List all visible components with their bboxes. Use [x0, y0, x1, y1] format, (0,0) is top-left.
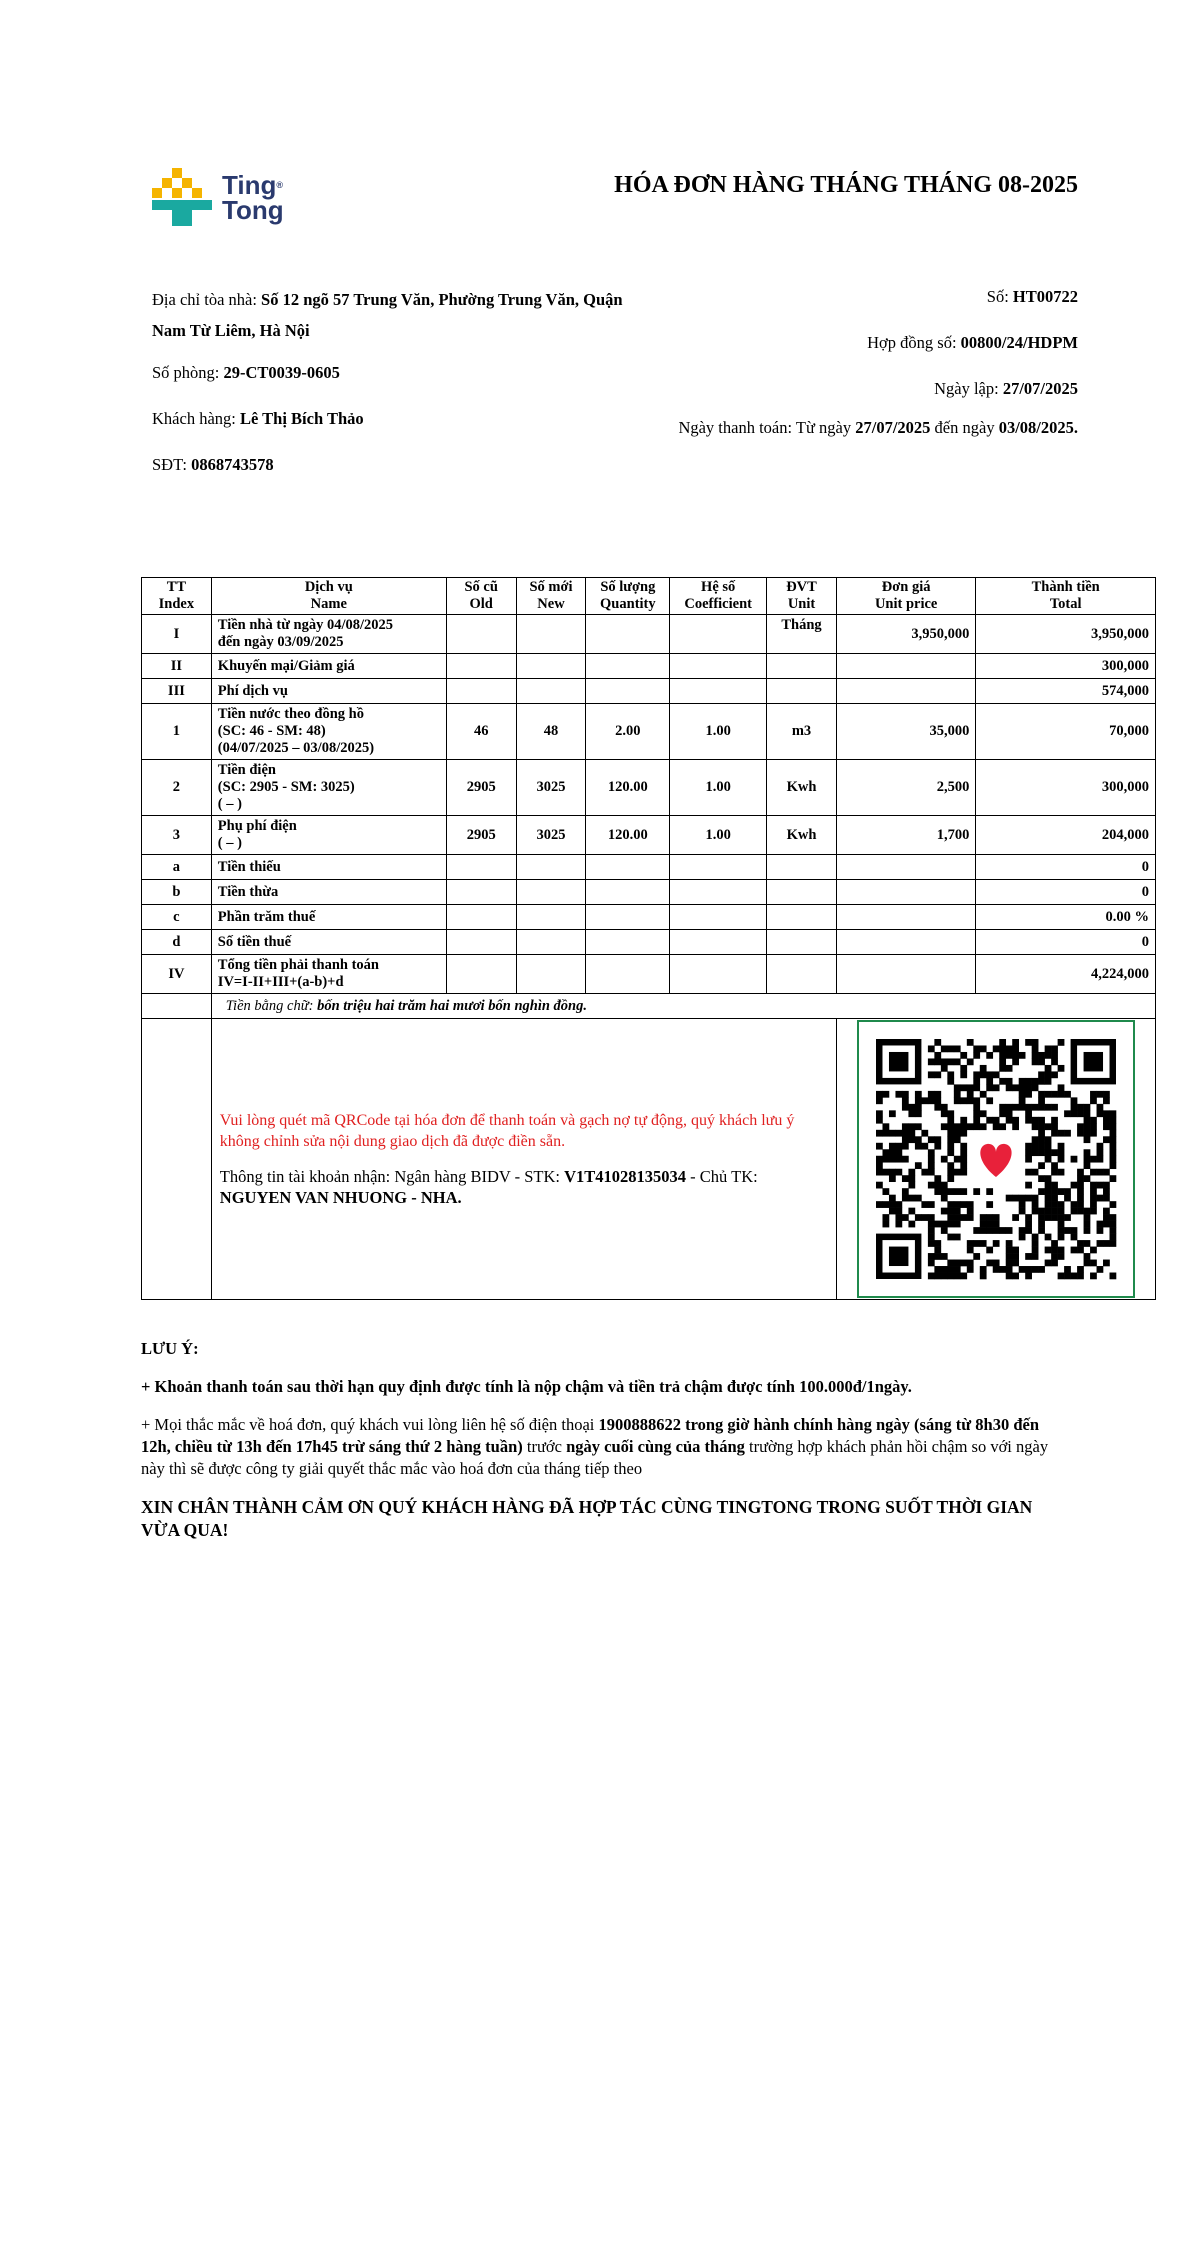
- row-index: c: [142, 905, 212, 930]
- created-date-label: Ngày lập:: [934, 379, 999, 398]
- row-old: 2905: [446, 816, 516, 855]
- row-quantity: 120.00: [586, 816, 670, 855]
- row-unit: Kwh: [767, 816, 837, 855]
- row-name: Phí dịch vụ: [211, 679, 446, 704]
- phone-line: [152, 454, 632, 476]
- row-name: Tiền điện (SC: 2905 - SM: 3025) ( – ): [211, 760, 446, 816]
- row-name: Tiền nước theo đồng hồ (SC: 46 - SM: 48) (04/07/2025 – 03/08/2025): [211, 704, 446, 760]
- row-unit: Tháng: [767, 615, 837, 654]
- row-unit: [767, 880, 837, 905]
- row-unit-price: 1,700: [836, 816, 975, 855]
- row-new: [516, 930, 586, 955]
- created-date-line: [518, 376, 1078, 402]
- header-name: Dịch vụ Name: [211, 578, 446, 615]
- room-value: 29-CT0039-0605: [223, 363, 340, 382]
- row-coefficient: [670, 905, 767, 930]
- row-quantity: [586, 905, 670, 930]
- header-old: Số cũ Old: [446, 578, 516, 615]
- row-old: 2905: [446, 760, 516, 816]
- row-quantity: [586, 955, 670, 994]
- row-new: [516, 955, 586, 994]
- row-coefficient: 1.00: [670, 816, 767, 855]
- bank-account-prefix: Thông tin tài khoản nhận: Ngân hàng BIDV - STK:: [219, 1167, 560, 1186]
- amount-in-words-spacer: [142, 994, 212, 1019]
- address-value: Số 12 ngõ 57 Trung Văn, Phường Trung Văn, Quận Nam Từ Liêm, Hà Nội: [152, 290, 623, 340]
- invoice-info: [518, 284, 1078, 443]
- note-contact-rest: trường hợp khách phản hồi chậm so với ngày này thì sẽ được công ty giải quyết thắc mắc vào hoá đơn của tháng tiếp theo: [141, 1437, 1049, 1478]
- header-coefficient: Hệ số Coefficient: [670, 578, 767, 615]
- row-old: [446, 905, 516, 930]
- row-total: 300,000: [976, 760, 1156, 816]
- row-index: 2: [142, 760, 212, 816]
- invoice-title: HÓA ĐƠN HÀNG THÁNG THÁNG 08-2025: [614, 172, 1078, 198]
- invoice-number-value: HT00722: [1012, 287, 1078, 306]
- table-row: [142, 704, 1156, 760]
- table-row-grand-total: [142, 955, 1156, 994]
- row-quantity: 2.00: [586, 704, 670, 760]
- row-index: b: [142, 880, 212, 905]
- amount-in-words-label: Tiền bằng chữ:: [225, 997, 314, 1014]
- header-total: Thành tiền Total: [976, 578, 1156, 615]
- row-unit-price: [836, 930, 975, 955]
- row-new: 48: [516, 704, 586, 760]
- row-new: [516, 679, 586, 704]
- amount-in-words-row: [142, 994, 1156, 1019]
- row-old: [446, 855, 516, 880]
- customer-value: Lê Thị Bích Thảo: [239, 409, 364, 428]
- row-quantity: [586, 855, 670, 880]
- payment-date-from: 27/07/2025: [855, 418, 931, 437]
- row-total: 3,950,000: [976, 615, 1156, 654]
- row-coefficient: 1.00: [670, 760, 767, 816]
- qr-cell: [836, 1019, 1155, 1300]
- row-quantity: [586, 880, 670, 905]
- row-unit-price: [836, 880, 975, 905]
- row-name: Số tiền thuế: [211, 930, 446, 955]
- room-label: Số phòng:: [152, 363, 220, 382]
- note-late-payment: + Khoản thanh toán sau thời hạn quy định được tính là nộp chậm và tiền trả chậm được tính 100.000đ/1ngày.: [141, 1377, 912, 1396]
- table-row: [142, 930, 1156, 955]
- row-index: IV: [142, 955, 212, 994]
- row-coefficient: [670, 955, 767, 994]
- row-coefficient: [670, 880, 767, 905]
- table-header-row: [142, 578, 1156, 615]
- row-new: [516, 855, 586, 880]
- heart-icon: [980, 1144, 1011, 1177]
- bank-account-number: V1T41028135034: [564, 1167, 687, 1186]
- company-logo: [152, 168, 284, 228]
- header-index: TT Index: [142, 578, 212, 615]
- row-coefficient: [670, 654, 767, 679]
- row-unit: [767, 654, 837, 679]
- header-unit-price: Đơn giá Unit price: [836, 578, 975, 615]
- row-name: Tiền thiếu: [211, 855, 446, 880]
- bank-account-info: [220, 1166, 822, 1208]
- header-unit: ĐVT Unit: [767, 578, 837, 615]
- row-quantity: [586, 930, 670, 955]
- row-name: Tiền thừa: [211, 880, 446, 905]
- account-owner-prefix: - Chủ TK:: [690, 1167, 758, 1186]
- row-coefficient: [670, 679, 767, 704]
- payment-date-mid: đến ngày: [934, 418, 995, 437]
- payment-date-to: 03/08/2025.: [998, 418, 1078, 437]
- row-unit: [767, 855, 837, 880]
- row-new: [516, 880, 586, 905]
- qr-code-graphic: [859, 1022, 1133, 1296]
- row-name: Phụ phí điện ( – ): [211, 816, 446, 855]
- qr-instruction: Vui lòng quét mã QRCode tại hóa đơn để thanh toán và gạch nợ tự động, quý khách lưu ý không chỉnh sửa nội dung giao dịch đã được điền sẵn.: [219, 1112, 795, 1150]
- row-coefficient: [670, 615, 767, 654]
- logo-registered-mark: ®: [276, 180, 284, 190]
- row-unit-price: [836, 855, 975, 880]
- row-old: [446, 654, 516, 679]
- row-index: III: [142, 679, 212, 704]
- contract-label: Hợp đồng số:: [867, 333, 957, 352]
- table-row: [142, 654, 1156, 679]
- row-unit-price: 35,000: [836, 704, 975, 760]
- row-name: Phần trăm thuế: [211, 905, 446, 930]
- row-index: 1: [142, 704, 212, 760]
- row-new: 3025: [516, 760, 586, 816]
- payment-qr-spacer: [142, 1019, 212, 1300]
- row-total: 0: [976, 930, 1156, 955]
- row-unit: Kwh: [767, 760, 837, 816]
- row-old: [446, 679, 516, 704]
- row-old: [446, 930, 516, 955]
- table-row: [142, 760, 1156, 816]
- row-quantity: [586, 654, 670, 679]
- invoice-number-label: Số:: [986, 287, 1009, 306]
- phone-label: SĐT:: [152, 455, 187, 474]
- amount-in-words-value: bốn triệu hai trăm hai mươi bốn nghìn đồng.: [317, 997, 587, 1014]
- row-unit: [767, 679, 837, 704]
- row-quantity: [586, 679, 670, 704]
- note-contact: [141, 1414, 1071, 1480]
- row-old: 46: [446, 704, 516, 760]
- account-owner-name: NGUYEN VAN NHUONG - NHA.: [219, 1188, 462, 1207]
- table-row: [142, 816, 1156, 855]
- payment-date-line: [518, 412, 1078, 443]
- invoice-table: [141, 577, 1156, 1300]
- amount-in-words: [211, 994, 1155, 1019]
- row-total: 0: [976, 855, 1156, 880]
- row-new: [516, 615, 586, 654]
- row-new: [516, 905, 586, 930]
- row-unit: [767, 930, 837, 955]
- row-old: [446, 955, 516, 994]
- row-unit-price: 3,950,000: [836, 615, 975, 654]
- header-quantity: Số lượng Quantity: [586, 578, 670, 615]
- row-total: 574,000: [976, 679, 1156, 704]
- row-unit-price: 2,500: [836, 760, 975, 816]
- row-unit-price: [836, 654, 975, 679]
- row-total: 70,000: [976, 704, 1156, 760]
- created-date-value: 27/07/2025: [1002, 379, 1078, 398]
- row-unit: [767, 955, 837, 994]
- invoice-number-line: [518, 284, 1078, 310]
- notes-heading: LƯU Ý:: [141, 1339, 199, 1358]
- row-quantity: [586, 615, 670, 654]
- row-name: Khuyến mại/Giảm giá: [211, 654, 446, 679]
- row-total: 4,224,000: [976, 955, 1156, 994]
- payment-qr-row: [142, 1019, 1156, 1300]
- row-index: 3: [142, 816, 212, 855]
- contract-value: 00800/24/HDPM: [960, 333, 1078, 352]
- payment-date-label: Ngày thanh toán: Từ ngày: [678, 418, 852, 437]
- notes-section: [141, 1338, 1071, 1558]
- address-label: Địa chỉ tòa nhà:: [152, 290, 257, 309]
- row-new: [516, 654, 586, 679]
- row-unit-price: [836, 905, 975, 930]
- payment-info: [211, 1019, 836, 1300]
- row-index: d: [142, 930, 212, 955]
- logo-line1: Ting: [222, 170, 277, 200]
- thank-you-message: XIN CHÂN THÀNH CẢM ƠN QUÝ KHÁCH HÀNG ĐÃ HỢP TÁC CÙNG TINGTONG TRONG SUỐT THỜI GIAN VỪA QUA!: [141, 1497, 1033, 1540]
- note-contact-deadline: ngày cuối cùng của tháng: [566, 1437, 745, 1456]
- logo-line2: Tong: [222, 195, 284, 225]
- row-old: [446, 615, 516, 654]
- note-contact-hours: 1900888622 trong giờ hành chính hàng ngày (sáng từ 8h30 đến 12h, chiều từ 13h đến 17h45 trừ sáng thứ 2 hàng tuần): [141, 1415, 1039, 1456]
- phone-value: 0868743578: [191, 455, 274, 474]
- customer-label: Khách hàng:: [152, 409, 236, 428]
- row-index: I: [142, 615, 212, 654]
- row-name: Tổng tiền phải thanh toán IV=I-II+III+(a-b)+d: [211, 955, 446, 994]
- row-new: 3025: [516, 816, 586, 855]
- row-index: a: [142, 855, 212, 880]
- table-row: [142, 905, 1156, 930]
- header-new: Số mới New: [516, 578, 586, 615]
- row-unit-price: [836, 679, 975, 704]
- row-unit: [767, 905, 837, 930]
- row-index: II: [142, 654, 212, 679]
- row-unit: m3: [767, 704, 837, 760]
- row-old: [446, 880, 516, 905]
- note-contact-before: trước: [526, 1437, 562, 1456]
- tingtong-logo-mark: [152, 168, 212, 228]
- row-name: Tiền nhà từ ngày 04/08/2025 đến ngày 03/09/2025: [211, 615, 446, 654]
- table-row: [142, 855, 1156, 880]
- row-coefficient: [670, 855, 767, 880]
- row-unit-price: [836, 955, 975, 994]
- payment-qr-code[interactable]: [857, 1020, 1135, 1298]
- row-total: 204,000: [976, 816, 1156, 855]
- table-row: [142, 880, 1156, 905]
- table-row: [142, 679, 1156, 704]
- table-row: [142, 615, 1156, 654]
- contract-line: [518, 330, 1078, 356]
- row-coefficient: 1.00: [670, 704, 767, 760]
- row-total: 0: [976, 880, 1156, 905]
- note-contact-intro: + Mọi thắc mắc về hoá đơn, quý khách vui lòng liên hệ số điện thoại: [141, 1415, 595, 1434]
- row-total: 0.00 %: [976, 905, 1156, 930]
- logo-wordmark: [222, 170, 284, 225]
- row-quantity: 120.00: [586, 760, 670, 816]
- row-coefficient: [670, 930, 767, 955]
- row-total: 300,000: [976, 654, 1156, 679]
